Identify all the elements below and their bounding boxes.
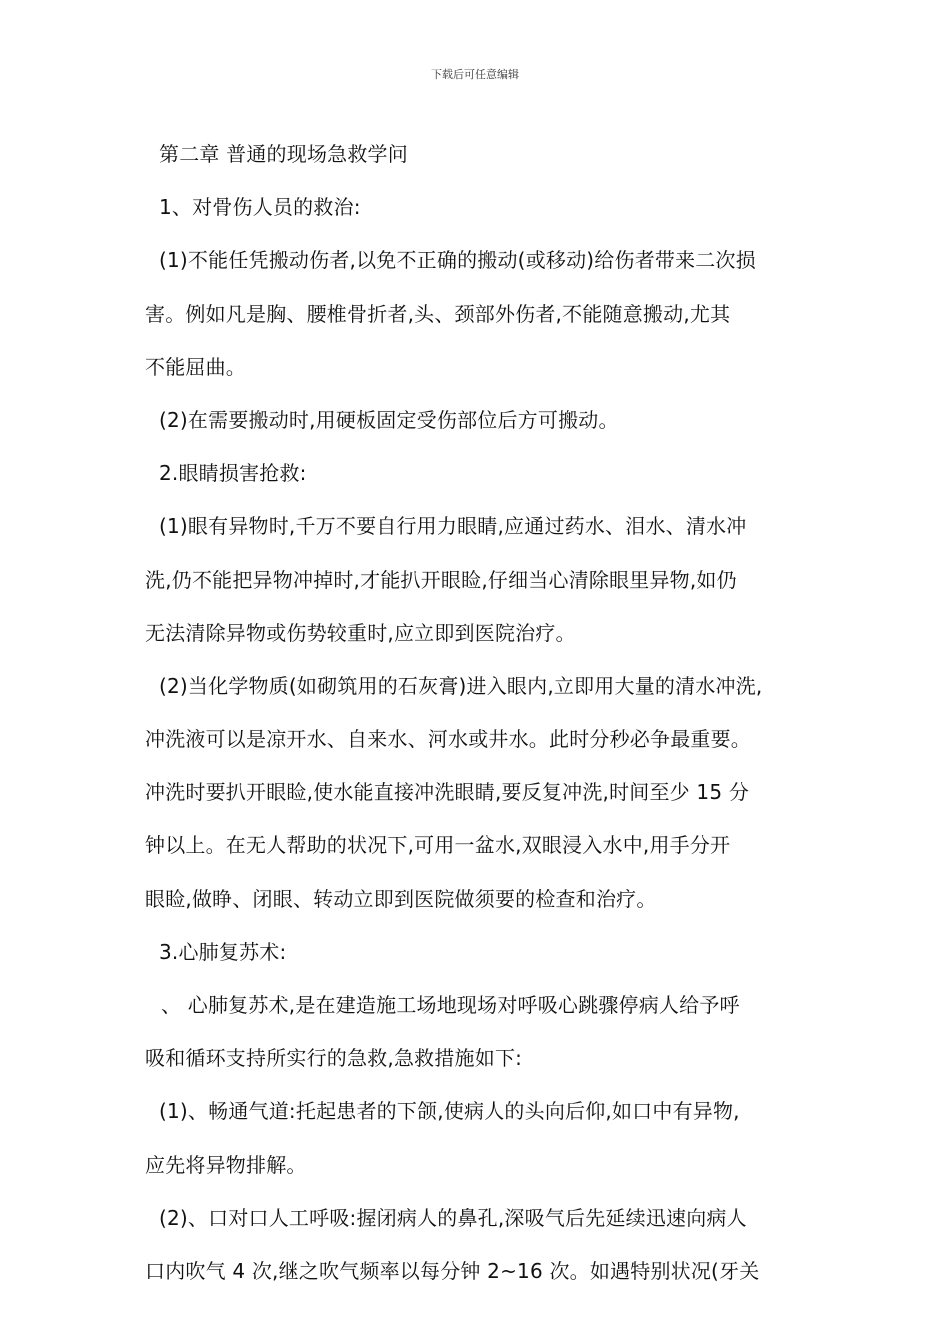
document-body <box>145 128 825 1298</box>
paragraph-line: 冲洗液可以是凉开水、自来水、河水或井水。此时分秒必争最重要。 <box>145 727 751 752</box>
paragraph-line: (2)在需要搬动时,用硬板固定受伤部位后方可搬动。 <box>159 407 619 432</box>
paragraph-line: (1)眼有异物时,千万不要自行用力眼睛,应通过药水、泪水、清水冲 <box>159 514 747 539</box>
paragraph-line: 害。例如凡是胸、腰椎骨折者,头、颈部外伤者,不能随意搬动,尤其 <box>145 301 731 326</box>
paragraph-line: 口内吹气 4 次,继之吹气频率以每分钟 2~16 次。如遇特别状况(牙关 <box>145 1258 760 1283</box>
paragraph-line: (1)、畅通气道:托起患者的下颌,使病人的头向后仰,如口中有异物, <box>159 1099 740 1124</box>
paragraph-line: 无法清除异物或伤势较重时,应立即到医院治疗。 <box>145 620 576 645</box>
section-heading: 3.心肺复苏术: <box>159 939 287 964</box>
section-heading: 2.眼睛损害抢救: <box>159 461 307 486</box>
paragraph-line: (2)当化学物质(如砌筑用的石灰膏)进入眼内,立即用大量的清水冲洗, <box>159 673 763 698</box>
section-heading: 1、对骨伤人员的救治: <box>159 195 361 220</box>
paragraph-line: (1)不能任凭搬动伤者,以免不正确的搬动(或移动)给伤者带来二次损 <box>159 248 756 273</box>
paragraph-line: 冲洗时要扒开眼睑,使水能直接冲洗眼睛,要反复冲洗,时间至少 15 分 <box>145 780 750 805</box>
paragraph-line: 洗,仍不能把异物冲掉时,才能扒开眼睑,仔细当心清除眼里异物,如仍 <box>145 567 737 592</box>
paragraph-line: 吸和循环支持所实行的急救,急救措施如下: <box>145 1046 523 1071</box>
chapter-title: 第二章 普通的现场急救学问 <box>159 142 408 166</box>
paragraph-line: 应先将异物排解。 <box>145 1152 307 1177</box>
paragraph-line: 眼睑,做睁、闭眼、转动立即到医院做须要的检查和治疗。 <box>145 886 657 911</box>
paragraph-line: 不能屈曲。 <box>145 354 246 379</box>
paragraph-line: 钟以上。在无人帮助的状况下,可用一盆水,双眼浸入水中,用手分开 <box>145 833 731 858</box>
paragraph-line: (2)、口对口人工呼吸:握闭病人的鼻孔,深吸气后先延续迅速向病人 <box>159 1205 747 1230</box>
page-header-note: 下载后可任意编辑 <box>431 68 519 81</box>
paragraph-line: 、 心肺复苏术,是在建造施工场地现场对呼吸心跳骤停病人给予呼 <box>161 993 740 1017</box>
